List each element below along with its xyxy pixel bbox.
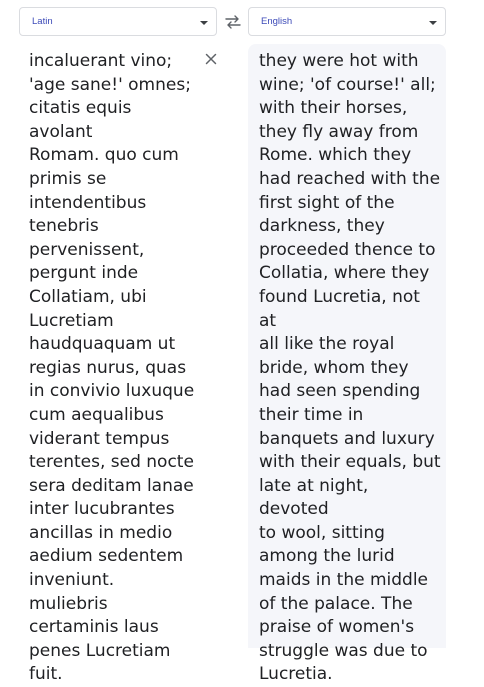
source-text[interactable]: incaluerant vino; 'age sane!' omnes; citatis equis avolant Romam. quo cum primis se intendentibus tenebris pervenissent, pergunt inde Collatiam, ubi Lucretiam haudquaquam ut regias nurus, quas in convivio luxuque cum aequalibus viderant tempus terentes, sed nocte sera deditam lanae inter lucubrantes ancillas in medio aedium sedentem inveniunt. muliebris certaminis laus penes Lucretiam fuit.	[29, 51, 195, 685]
swap-arrows-icon	[222, 12, 244, 32]
target-language-label: English	[261, 16, 293, 27]
translation-text: they were hot with wine; 'of course!' all; with their horses, they fly away from Rome. which they had reached with the first sight of the darkness, they proceeded thence to Collatia, where they found Lucretia, not at all like the royal bride, whom they had seen spending their time in banquets and luxury with their equals, but late at night, devoted to wool, sitting among the lurid maids in the middle of the palace. The praise of women's struggle was due to Lucretia.	[259, 51, 441, 685]
close-icon	[203, 51, 219, 67]
chevron-down-icon	[429, 21, 437, 25]
translation-pane	[248, 44, 446, 685]
chevron-down-icon	[200, 21, 208, 25]
clear-source-button[interactable]	[203, 51, 219, 67]
source-text-pane[interactable]	[19, 44, 230, 685]
source-language-label: Latin	[32, 16, 53, 27]
source-language-select[interactable]	[19, 7, 217, 36]
target-language-select[interactable]	[248, 7, 446, 36]
swap-languages-button[interactable]	[222, 12, 244, 32]
